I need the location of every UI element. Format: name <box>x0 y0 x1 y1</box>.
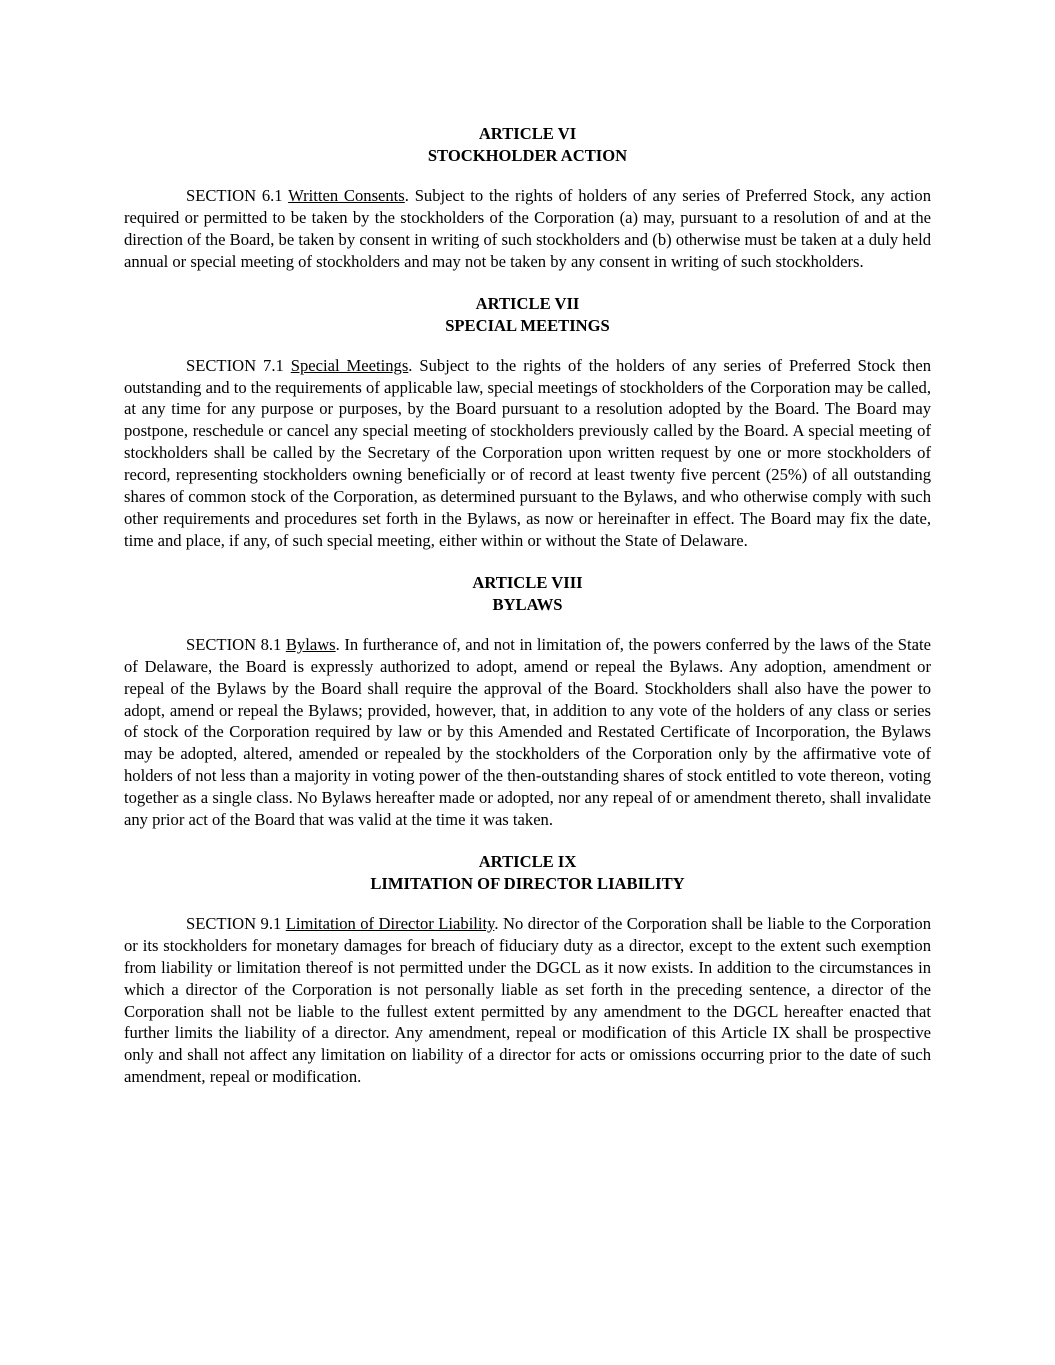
article-name: BYLAWS <box>492 594 563 614</box>
article-number: ARTICLE VII <box>475 293 580 313</box>
section-label: SECTION 8.1 <box>186 634 286 654</box>
article-number: ARTICLE VI <box>478 124 577 143</box>
section-paragraph <box>124 634 931 831</box>
article-name: SPECIAL MEETINGS <box>445 315 610 335</box>
article-heading <box>124 123 931 167</box>
article-heading <box>124 293 931 337</box>
section-title: Special Meetings <box>290 355 409 375</box>
article-heading <box>124 851 931 895</box>
document-page <box>124 123 931 1108</box>
section-paragraph <box>124 355 931 552</box>
section-text: . No director of the Corporation shall be liable to the Corporation or its stockholders for monetary damages for breach of fiduciary duty as a director, except to the extent such exemption from liability or limitation thereof is not permitted under the DGCL as it now exists. In addition to the circumstances in which a director of the Corporation is not personally liable as set forth in the preceding sentence, a director of the Corporation shall not be liable to the fullest extent permitted by any amendment to the DGCL hereafter enacted that further limits the liability of a director. Any amendment, repeal or modification of this Article IX shall be prospective only and shall not affect any limitation on liability of a director for acts or omissions occurring prior to the date of such amendment, repeal or modification. <box>124 913 931 1087</box>
section-label: SECTION 6.1 <box>186 186 289 205</box>
section-text: . Subject to the rights of the holders of any series of Preferred Stock then outstanding and to the requirements of applicable law, special meetings of stockholders of the Corporation may be called, at any time for any purpose or purposes, by the Board pursuant to a resolution adopted by the Board. The Board may postpone, reschedule or cancel any special meeting of stockholders previously called by the Board. A special meeting of stockholders shall be called by the Secretary of the Corporation upon written request by one or more stockholders of record, representing stockholders owning beneficially or of record at least twenty five percent (25%) of all outstanding shares of common stock of the Corporation, as determined pursuant to the Bylaws, and who otherwise comply with such other requirements and procedures set forth in the Bylaws, as now or hereinafter in effect. The Board may fix the date, time and place, if any, of such special meeting, either within or without the State of Delaware. <box>124 355 931 550</box>
article-6 <box>124 123 931 273</box>
section-paragraph <box>124 913 931 1088</box>
article-name: STOCKHOLDER ACTION <box>427 146 628 165</box>
article-heading <box>124 572 931 616</box>
section-text: . In furtherance of, and not in limitation of, the powers conferred by the laws of the State of Delaware, the Board is expressly authorized to adopt, amend or repeal the Bylaws. Any adoption, amendment or repeal of the Bylaws by the Board shall require the approval of the Board. Stockholders shall also have the power to adopt, amend or repeal the Bylaws; provided, however, that, in addition to any vote of the holders of any class or series of stock of the Corporation required by law or by this Amended and Restated Certificate of Incorporation, the Bylaws may be adopted, altered, amended or repealed by the stockholders of the Corporation only by the affirmative vote of holders of not less than a majority in voting power of the then-outstanding shares of stock entitled to vote thereon, voting together as a single class. No Bylaws hereafter made or adopted, nor any repeal of or amendment thereto, shall invalidate any prior act of the Board that was valid at the time it was taken. <box>124 634 931 830</box>
section-label: SECTION 9.1 <box>186 913 286 933</box>
section-title: Limitation of Director Liability <box>285 913 495 933</box>
article-number: ARTICLE IX <box>478 851 577 871</box>
section-label: SECTION 7.1 <box>186 355 291 375</box>
section-title: Bylaws <box>285 634 336 654</box>
section-paragraph <box>124 185 931 273</box>
article-9 <box>124 851 931 1088</box>
section-title: Written Consents <box>288 186 405 205</box>
section-text: . Subject to the rights of holders of any series of Preferred Stock, any action required or permitted to be taken by the stockholders of the Corporation (a) may, pursuant to a resolution of and at the direction of the Board, be taken by consent in writing of such stockholders and (b) otherwise must be taken at a duly held annual or special meeting of stockholders and may not be taken by any consent in writing of such stockholders. <box>124 186 931 271</box>
article-8 <box>124 572 931 831</box>
article-name: LIMITATION OF DIRECTOR LIABILITY <box>370 873 685 893</box>
article-7 <box>124 293 931 552</box>
article-number: ARTICLE VIII <box>472 572 583 592</box>
